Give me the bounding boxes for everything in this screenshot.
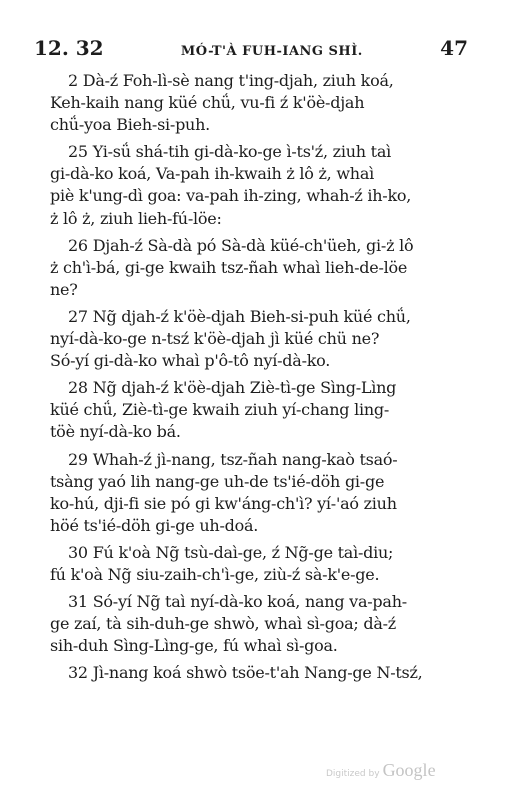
verse-line: ż ch'ì-bá, gi-ge kwaih tsz-ñah whaì lieh-de-löe (50, 257, 408, 277)
verse-line: 25 Yi-sǘ shá-tih gi-dà-ko-ge ì-ts'ź, ziuh taì (68, 142, 391, 162)
verse-paragraph (50, 306, 455, 372)
verse-paragraph (50, 542, 455, 586)
verse-line: nyí-dà-ko-ge n-tsź k'öè-djah jì küé chü ne? (50, 329, 380, 349)
verse-line: küé chǘ, Ziè-tì-ge kwaih ziuh yí-chang ling- (50, 400, 390, 420)
verse-line: chǘ-yoa Bieh-si-puh. (50, 115, 210, 135)
watermark-prefix: Digitized by (326, 769, 380, 779)
verse-line: piè k'ung-dì goa: va-pah ih-zing, whah-ź ih-ko, (50, 186, 412, 206)
verse-text-block (50, 70, 455, 684)
verse-paragraph (50, 591, 455, 657)
verse-line: 30 Fú k'oà Ng̃ tsù-daì-ge, ź Ng̃-ge taì-diu; (68, 542, 394, 562)
verse-line: ge zaí, tà sih-duh-ge shwò, whaì sì-goa; dà-ź (50, 614, 396, 634)
verse-paragraph (50, 449, 455, 537)
verse-line: 2 Dà-ź Foh-lì-sè nang t'ing-djah, ziuh koá, (68, 71, 394, 90)
verse-line: 32 Jì-nang koá shwò tsöe-t'ah Nang-ge N-tsź, (68, 663, 423, 683)
verse-paragraph (50, 377, 455, 443)
verse-line: 31 Só-yí Ng̃ taì nyí-dà-ko koá, nang va-pah- (68, 592, 407, 612)
verse-line: 29 Whah-ź jì-nang, tsz-ñah nang-kaò tsaó- (68, 449, 398, 469)
verse-line: fú k'oà Ng̃ siu-zaih-ch'ì-ge, ziù-ź sà-k'e-ge. (50, 564, 380, 584)
digitization-watermark (326, 760, 436, 781)
verse-line: tsàng yaó lih nang-ge uh-de ts'ié-döh gi-ge (50, 471, 385, 491)
verse-line: Só-yí gi-dà-ko whaì p'ô-tô nyí-dà-ko. (50, 351, 331, 371)
verse-line: sih-duh Sìng-Lìng-ge, fú whaì sì-goa. (50, 636, 338, 656)
verse-paragraph (50, 141, 455, 229)
verse-line: töè nyí-dà-ko bá. (50, 422, 181, 442)
verse-line: 27 Ng̃ djah-ź k'öè-djah Bieh-si-puh küé chǘ, (68, 306, 411, 326)
google-logo: Google (382, 760, 436, 780)
verse-paragraph (50, 70, 455, 136)
page-number: 47 (440, 36, 468, 60)
running-header (34, 36, 468, 64)
verse-paragraph (50, 235, 455, 301)
verse-line: Keh-kaih nang küé chǘ, vu-fi ź k'öè-djah (50, 93, 365, 113)
book-title: MÓ-T'À FUH-IANG SHÌ. (180, 44, 363, 59)
verse-line: ko-hú, dji-fi sie pó gi kw'áng-ch'ì? yí-'aó ziuh (50, 493, 397, 513)
verse-line: gi-dà-ko koá, Va-pah ih-kwaih ż lô ż, whaì (50, 164, 374, 184)
chapter-verse-reference: 12. 32 (34, 36, 104, 60)
verse-line: 26 Djah-ź Sà-dà pó Sà-dà küé-ch'üeh, gi-ż lô (68, 235, 414, 255)
verse-line: ż lô ż, ziuh lieh-fú-löe: (50, 208, 222, 228)
verse-line: höé ts'ié-döh gi-ge uh-doá. (50, 515, 259, 535)
verse-line: ne? (50, 279, 78, 299)
verse-paragraph (50, 662, 455, 684)
verse-line: 28 Ng̃ djah-ź k'öè-djah Ziè-tì-ge Sìng-Lìng (68, 378, 397, 398)
